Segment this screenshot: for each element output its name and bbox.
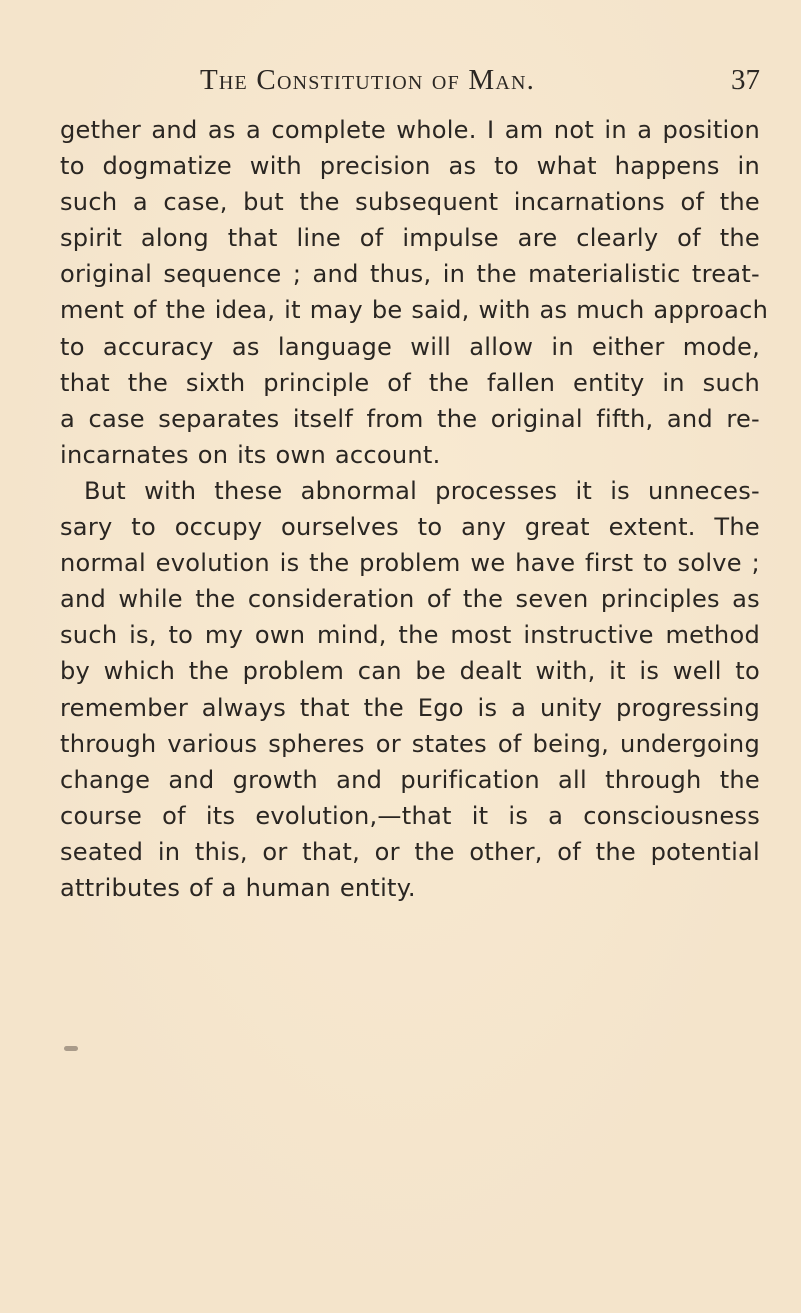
text-line: spirit along that line of impulse are clearly of the [60,224,760,253]
running-head [200,64,760,104]
page-number: 37 [731,64,760,96]
text-line: original sequence ; and thus, in the materialistic treat- [60,260,760,289]
text-line: sary to occupy ourselves to any great extent. The [60,513,760,542]
text-line: by which the problem can be dealt with, it is well to [60,657,760,686]
text-line: attributes of a human entity. [60,873,416,902]
paragraph-1 [60,112,769,473]
text-line: a case separates itself from the original fifth, and re- [60,404,760,433]
text-line: to dogmatize with precision as to what happens in [60,152,760,181]
text-line: that the sixth principle of the fallen entity in such [60,368,760,397]
paragraph-2 [60,473,760,906]
text-line: through various spheres or states of being, undergoing [60,729,760,758]
text-line: and while the consideration of the seven principles as [60,585,760,614]
text-line: normal evolution is the problem we have first to solve ; [60,549,760,578]
text-line: such a case, but the subsequent incarnations of the [60,188,760,217]
text-line: seated in this, or that, or the other, of the potential [60,837,760,866]
text-line: gether and as a complete whole. I am not in a position [60,116,760,144]
text-line: change and growth and purification all through the [60,765,760,794]
ink-smudge [64,1046,78,1051]
text-line: course of its evolution,—that it is a consciousness [60,801,760,830]
text-line: incarnates on its own account. [60,440,441,469]
running-title: The Constitution of Man. [200,64,536,96]
text-line: remember always that the Ego is a unity progressing [60,693,760,722]
text-line: such is, to my own mind, the most instructive method [60,621,760,650]
text-line: ment of the idea, it may be said, with as much approach [60,296,769,325]
text-line: to accuracy as language will allow in either mode, [60,332,760,361]
body-text [60,112,769,906]
text-line: But with these abnormal processes it is unneces- [84,476,760,505]
